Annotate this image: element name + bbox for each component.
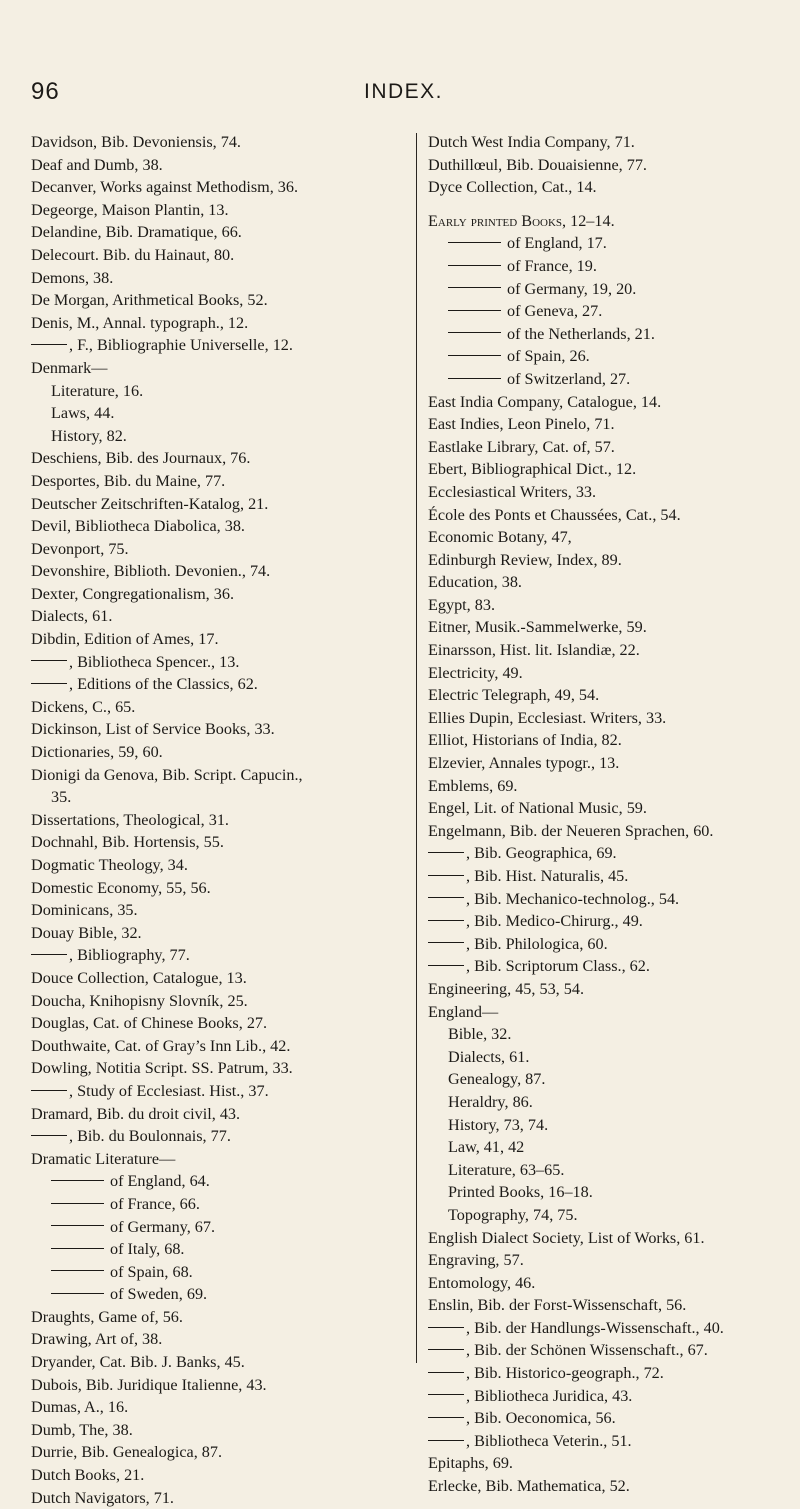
index-entry: of the Netherlands, 21. — [428, 323, 788, 346]
index-entry: Elzevier, Annales typogr., 13. — [428, 754, 620, 773]
index-entry: Engineering, 45, 53, 54. — [428, 979, 585, 998]
index-entry: Engraving, 57. — [428, 1251, 524, 1270]
index-entry: Heraldry, 86. — [448, 1092, 533, 1111]
index-entry: 35. — [51, 788, 72, 807]
index-entry: of Switzerland, 27. — [428, 368, 788, 391]
index-entry: Duthillœul, Bib. Douaisienne, 77. — [428, 155, 647, 174]
index-entry: Dubois, Bib. Juridique Italienne, 43. — [31, 1375, 267, 1394]
index-entry: Davidson, Bib. Devoniensis, 74. — [31, 133, 241, 151]
index-entry: Laws, 44. — [51, 404, 115, 423]
index-entry: History, 82. — [51, 426, 127, 445]
index-entry: Ellies Dupin, Ecclesiast. Writers, 33. — [428, 708, 667, 727]
index-entry: of England, 17. — [428, 232, 788, 255]
index-entry: Economic Botany, 47, — [428, 528, 572, 547]
index-entry: Dialects, 61. — [448, 1047, 530, 1066]
index-entry: of France, 66. — [31, 1193, 409, 1216]
index-entry: , Bib. Oeconomica, 56. — [428, 1407, 788, 1430]
index-entry: Electricity, 49. — [428, 663, 523, 682]
index-entry: École des Ponts et Chaussées, Cat., 54. — [428, 505, 681, 524]
index-entry: Topography, 74, 75. — [448, 1205, 578, 1224]
index-entry: , Bib. Historico-geograph., 72. — [428, 1362, 788, 1385]
index-entry: Dibdin, Edition of Ames, 17. — [31, 630, 219, 649]
index-entry: East Indies, Leon Pinelo, 71. — [428, 415, 615, 434]
index-entry: Dowling, Notitia Script. SS. Patrum, 33. — [31, 1059, 293, 1078]
index-entry: , F., Bibliographie Universelle, 12. — [31, 334, 409, 357]
index-entry: Printed Books, 16–18. — [448, 1183, 593, 1202]
index-entry: , Bibliography, 77. — [31, 944, 409, 967]
index-entry: Dickinson, List of Service Books, 33. — [31, 720, 275, 739]
index-entry: Douay Bible, 32. — [31, 923, 142, 942]
index-entry: Dutch Books, 21. — [31, 1466, 145, 1485]
index-entry: Edinburgh Review, Index, 89. — [428, 550, 622, 569]
index-entry: of Germany, 19, 20. — [428, 278, 788, 301]
index-entry: Denis, M., Annal. typograph., 12. — [31, 313, 249, 332]
index-entry: Demons, 38. — [31, 268, 114, 287]
index-entry: Devonport, 75. — [31, 539, 129, 558]
index-entry: of France, 19. — [428, 255, 788, 278]
index-entry: Egypt, 83. — [428, 595, 495, 614]
index-entry: Dutch Navigators, 71. — [31, 1488, 174, 1507]
index-entry: Genealogy, 87. — [448, 1070, 546, 1089]
index-entry: Douce Collection, Catalogue, 13. — [31, 968, 247, 987]
index-entry: Enslin, Bib. der Forst-Wissenschaft, 56. — [428, 1296, 687, 1315]
index-entry: , Bib. Scriptorum Class., 62. — [428, 955, 788, 978]
index-entry: , Bib. Medico-Chirurg., 49. — [428, 910, 788, 933]
index-entry: Deschiens, Bib. des Journaux, 76. — [31, 449, 251, 468]
index-entry: , Bibliotheca Veterin., 51. — [428, 1430, 788, 1453]
index-entry: Dionigi da Genova, Bib. Script. Capucin., — [31, 765, 303, 784]
index-entry: Erlecke, Bib. Mathematica, 52. — [428, 1477, 630, 1496]
index-entry: Epitaphs, 69. — [428, 1454, 513, 1473]
index-entry: Engelmann, Bib. der Neueren Sprachen, 60. — [428, 821, 714, 840]
index-entry: Desportes, Bib. du Maine, 77. — [31, 471, 226, 490]
index-entry: English Dialect Society, List of Works, 61. — [428, 1228, 705, 1247]
index-entry: Dryander, Cat. Bib. J. Banks, 45. — [31, 1353, 245, 1372]
index-entry: , Bib. du Boulonnais, 77. — [31, 1125, 409, 1148]
index-entry: , Bib. der Handlungs-Wissenschaft., 40. — [428, 1317, 788, 1340]
index-entry: Elliot, Historians of India, 82. — [428, 731, 622, 750]
index-entry: Drawing, Art of, 38. — [31, 1330, 163, 1349]
index-entry: , Editions of the Classics, 62. — [31, 673, 409, 696]
index-entry: Eastlake Library, Cat. of, 57. — [428, 437, 615, 456]
page-title: INDEX. — [363, 80, 443, 103]
index-entry: of Italy, 68. — [31, 1238, 409, 1261]
index-entry: Einarsson, Hist. lit. Islandiæ, 22. — [428, 641, 640, 660]
index-entry: Deaf and Dumb, 38. — [31, 155, 163, 174]
index-entry: Doucha, Knihopisny Slovník, 25. — [31, 991, 248, 1010]
page-number: 96 — [31, 78, 60, 105]
index-entry: Dissertations, Theological, 31. — [31, 810, 229, 829]
index-column-left — [31, 131, 409, 1509]
index-entry: Dogmatic Theology, 34. — [31, 856, 188, 874]
index-entry: of Sweden, 69. — [31, 1283, 409, 1306]
index-entry: of Geneva, 27. — [428, 300, 788, 323]
index-entry: Dochnahl, Bib. Hortensis, 55. — [31, 833, 224, 852]
index-entry: Decanver, Works against Methodism, 36. — [31, 178, 299, 197]
index-entry: Literature, 16. — [51, 381, 144, 400]
index-entry: Domestic Economy, 55, 56. — [31, 878, 211, 897]
index-entry: Ebert, Bibliographical Dict., 12. — [428, 460, 637, 479]
column-divider — [416, 133, 417, 1363]
index-entry: Engel, Lit. of National Music, 59. — [428, 799, 647, 818]
index-entry: Durrie, Bib. Genealogica, 87. — [31, 1443, 223, 1462]
index-entry: , Bibliotheca Spencer., 13. — [31, 651, 409, 674]
index-entry: of Spain, 26. — [428, 345, 788, 368]
index-entry: , Bibliotheca Juridica, 43. — [428, 1385, 788, 1408]
index-entry: East India Company, Catalogue, 14. — [428, 392, 662, 411]
index-entry: Delecourt. Bib. du Hainaut, 80. — [31, 245, 235, 264]
index-entry: Dumb, The, 38. — [31, 1420, 133, 1439]
index-entry: Education, 38. — [428, 573, 522, 592]
index-entry: Dickens, C., 65. — [31, 697, 136, 716]
index-entry: Eitner, Musik.-Sammelwerke, 59. — [428, 618, 647, 637]
index-entry: Ecclesiastical Writers, 33. — [428, 482, 597, 501]
index-entry: Electric Telegraph, 49, 54. — [428, 686, 600, 705]
index-entry: Devil, Bibliotheca Diabolica, 38. — [31, 517, 245, 536]
index-entry: Dominicans, 35. — [31, 901, 138, 920]
index-entry: of Germany, 67. — [31, 1216, 409, 1239]
index-entry: De Morgan, Arithmetical Books, 52. — [31, 291, 268, 310]
index-entry: Degeorge, Maison Plantin, 13. — [31, 200, 229, 219]
index-entry: History, 73, 74. — [448, 1115, 549, 1134]
index-entry: Douthwaite, Cat. of Gray’s Inn Lib., 42. — [31, 1036, 291, 1055]
index-entry: England— — [428, 1002, 499, 1021]
index-column-right — [428, 131, 788, 1498]
index-entry: , Study of Ecclesiast. Hist., 37. — [31, 1080, 409, 1103]
index-entry: Dumas, A., 16. — [31, 1398, 129, 1417]
index-entry: , Bib. Geographica, 69. — [428, 842, 788, 865]
index-entry: Dramatic Literature— — [31, 1149, 176, 1168]
index-entry: Draughts, Game of, 56. — [31, 1307, 183, 1326]
page-header — [31, 78, 776, 108]
index-entry: of England, 64. — [31, 1170, 409, 1193]
index-entry: , Bib. Hist. Naturalis, 45. — [428, 865, 788, 888]
index-entry: Denmark— — [31, 358, 108, 377]
index-entry: , Bib. der Schönen Wissenschaft., 67. — [428, 1339, 788, 1362]
index-entry: Entomology, 46. — [428, 1273, 536, 1292]
index-entry: Dramard, Bib. du droit civil, 43. — [31, 1104, 241, 1123]
index-entry: Bible, 32. — [448, 1025, 512, 1044]
index-entry: Deutscher Zeitschriften-Katalog, 21. — [31, 494, 269, 513]
index-entry: Law, 41, 42 — [448, 1138, 525, 1157]
index-entry: Dyce Collection, Cat., 14. — [428, 178, 597, 197]
index-entry: Dutch West India Company, 71. — [428, 133, 635, 151]
index-entry: Dictionaries, 59, 60. — [31, 743, 163, 762]
index-entry: of Spain, 68. — [31, 1261, 409, 1284]
index-entry: Douglas, Cat. of Chinese Books, 27. — [31, 1014, 268, 1033]
index-entry: , Bib. Philologica, 60. — [428, 933, 788, 956]
index-entry: , Bib. Mechanico-technolog., 54. — [428, 888, 788, 911]
index-entry: Devonshire, Biblioth. Devonien., 74. — [31, 562, 271, 581]
index-entry: Delandine, Bib. Dramatique, 66. — [31, 223, 242, 242]
index-entry: Dexter, Congregationalism, 36. — [31, 584, 234, 603]
index-entry: Literature, 63–65. — [448, 1160, 565, 1179]
index-entry: Dialects, 61. — [31, 607, 113, 626]
index-entry: Early printed Books, 12–14. — [428, 211, 615, 230]
index-entry: Emblems, 69. — [428, 776, 518, 795]
